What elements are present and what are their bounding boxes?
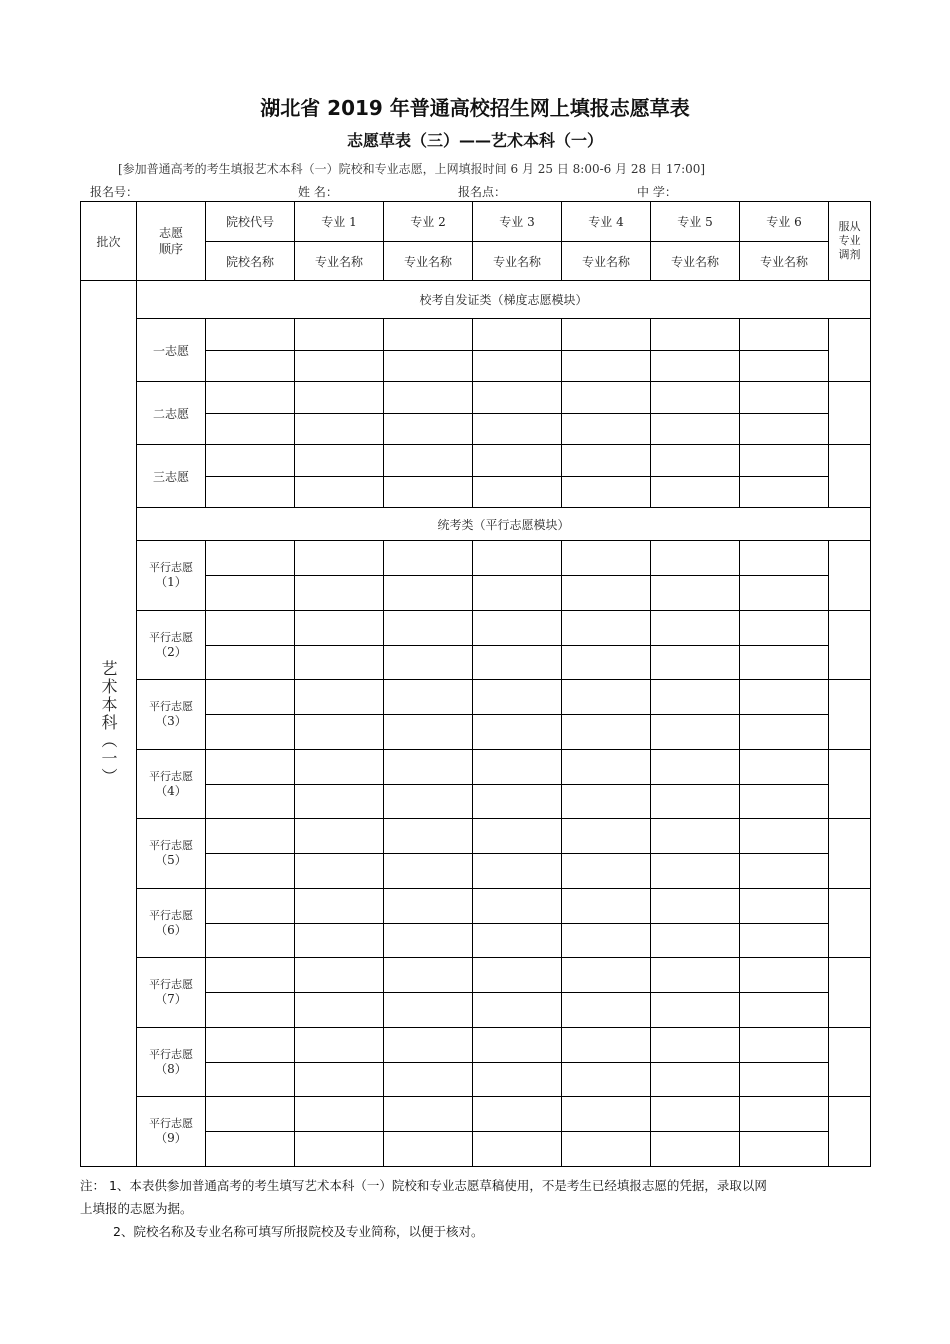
entry-cell[interactable] <box>384 680 473 715</box>
entry-cell[interactable] <box>473 351 562 382</box>
parallel-label-number: （6） <box>155 922 187 937</box>
entry-cell[interactable] <box>384 382 473 414</box>
entry-cell[interactable] <box>651 749 740 784</box>
major-6-header: 专业 6 <box>740 202 829 242</box>
entry-cell[interactable] <box>206 576 295 611</box>
adjust-cell[interactable] <box>829 819 871 889</box>
parallel-label-text: 平行志愿 <box>149 1117 193 1131</box>
entry-cell[interactable] <box>384 854 473 889</box>
entry-cell[interactable] <box>740 680 829 715</box>
entry-cell[interactable] <box>562 351 651 382</box>
adjust-cell[interactable] <box>829 541 871 611</box>
adjust-cell[interactable] <box>829 1027 871 1097</box>
entry-cell[interactable] <box>473 888 562 923</box>
parallel-choice-label <box>137 541 206 611</box>
entry-cell[interactable] <box>562 319 651 351</box>
instruction-text: [参加普通高考的考生填报艺术本科（一）院校和专业志愿，上网填报时间 6 月 25 日 8:00-6 月 28 日 17:00] <box>118 162 706 176</box>
page-subtitle: 志愿草表（三）——艺术本科（一） <box>346 131 603 150</box>
entry-cell[interactable] <box>384 319 473 351</box>
entry-cell[interactable] <box>740 610 829 645</box>
entry-cell[interactable] <box>295 351 384 382</box>
entry-cell[interactable] <box>206 993 295 1028</box>
entry-cell[interactable] <box>295 1132 384 1167</box>
entry-cell[interactable] <box>295 477 384 508</box>
entry-cell[interactable] <box>651 445 740 477</box>
entry-cell[interactable] <box>295 749 384 784</box>
entry-cell[interactable] <box>384 715 473 750</box>
entry-cell[interactable] <box>562 1132 651 1167</box>
entry-cell[interactable] <box>651 382 740 414</box>
choice-label: 一志愿 <box>137 319 206 382</box>
entry-cell[interactable] <box>473 645 562 680</box>
entry-cell[interactable] <box>473 319 562 351</box>
parallel-label-number: （1） <box>155 575 187 590</box>
entry-cell[interactable] <box>295 1062 384 1097</box>
entry-cell[interactable] <box>651 854 740 889</box>
parallel-choice-label <box>137 1097 206 1167</box>
entry-cell[interactable] <box>562 749 651 784</box>
entry-cell[interactable] <box>295 382 384 414</box>
parallel-choice-label <box>137 610 206 680</box>
entry-cell[interactable] <box>740 382 829 414</box>
entry-cell[interactable] <box>562 610 651 645</box>
school-name-header: 院校名称 <box>206 242 295 281</box>
entry-cell[interactable] <box>651 819 740 854</box>
entry-cell[interactable] <box>562 477 651 508</box>
entry-cell[interactable] <box>562 541 651 576</box>
entry-cell[interactable] <box>473 1027 562 1062</box>
entry-cell[interactable] <box>384 351 473 382</box>
note-line-2: 上填报的志愿为据。 <box>80 1201 193 1216</box>
section-gradient-title: 校考自发证类（梯度志愿模块） <box>137 281 871 319</box>
entry-cell[interactable] <box>473 1062 562 1097</box>
entry-cell[interactable] <box>473 749 562 784</box>
entry-cell[interactable] <box>562 958 651 993</box>
entry-cell[interactable] <box>740 351 829 382</box>
entry-cell[interactable] <box>206 645 295 680</box>
entry-cell[interactable] <box>295 715 384 750</box>
entry-cell[interactable] <box>295 819 384 854</box>
major-1-header: 专业 1 <box>295 202 384 242</box>
entry-cell[interactable] <box>295 610 384 645</box>
major-name-header: 专业名称 <box>740 242 829 281</box>
entry-cell[interactable] <box>651 610 740 645</box>
entry-cell[interactable] <box>206 351 295 382</box>
parallel-label-number: （4） <box>155 783 187 798</box>
entry-cell[interactable] <box>206 1027 295 1062</box>
entry-cell[interactable] <box>651 1062 740 1097</box>
parallel-label-text: 平行志愿 <box>149 1047 193 1061</box>
entry-cell[interactable] <box>473 610 562 645</box>
entry-cell[interactable] <box>740 819 829 854</box>
entry-cell[interactable] <box>562 680 651 715</box>
entry-cell[interactable] <box>651 680 740 715</box>
adjust-cell[interactable] <box>829 610 871 680</box>
entry-cell[interactable] <box>206 715 295 750</box>
parallel-choice-label <box>137 1027 206 1097</box>
entry-cell[interactable] <box>562 819 651 854</box>
parallel-choice-label <box>137 749 206 819</box>
entry-cell[interactable] <box>384 1097 473 1132</box>
entry-cell[interactable] <box>473 541 562 576</box>
parallel-label-text: 平行志愿 <box>149 839 193 853</box>
entry-cell[interactable] <box>384 923 473 958</box>
batch-header: 批次 <box>81 202 137 281</box>
entry-cell[interactable] <box>206 958 295 993</box>
batch-label: 艺术本科（一） <box>81 281 137 1167</box>
adjust-cell[interactable] <box>829 958 871 1028</box>
entry-cell[interactable] <box>206 1132 295 1167</box>
entry-cell[interactable] <box>562 993 651 1028</box>
entry-cell[interactable] <box>473 1132 562 1167</box>
entry-cell[interactable] <box>473 923 562 958</box>
entry-cell[interactable] <box>295 784 384 819</box>
entry-cell[interactable] <box>651 1097 740 1132</box>
school-code-header: 院校代号 <box>206 202 295 242</box>
entry-cell[interactable] <box>384 610 473 645</box>
entry-cell[interactable] <box>473 1097 562 1132</box>
entry-cell[interactable] <box>651 645 740 680</box>
entry-cell[interactable] <box>384 414 473 445</box>
entry-cell[interactable] <box>206 784 295 819</box>
adjust-cell[interactable] <box>829 749 871 819</box>
entry-cell[interactable] <box>206 610 295 645</box>
entry-cell[interactable] <box>473 576 562 611</box>
entry-cell[interactable] <box>740 445 829 477</box>
entry-cell[interactable] <box>473 819 562 854</box>
entry-cell[interactable] <box>651 414 740 445</box>
site-label: 报名点： <box>458 185 507 199</box>
entry-cell[interactable] <box>384 1132 473 1167</box>
entry-cell[interactable] <box>295 958 384 993</box>
entry-cell[interactable] <box>206 819 295 854</box>
entry-cell[interactable] <box>740 958 829 993</box>
entry-cell[interactable] <box>651 923 740 958</box>
parallel-label-text: 平行志愿 <box>149 630 193 644</box>
entry-cell[interactable] <box>473 680 562 715</box>
major-4-header: 专业 4 <box>562 202 651 242</box>
parallel-label-number: （8） <box>155 1061 187 1076</box>
entry-cell[interactable] <box>206 1062 295 1097</box>
entry-cell[interactable] <box>651 1132 740 1167</box>
major-name-header: 专业名称 <box>295 242 384 281</box>
entry-cell[interactable] <box>473 382 562 414</box>
entry-cell[interactable] <box>562 576 651 611</box>
entry-cell[interactable] <box>473 784 562 819</box>
school-label: 中 学： <box>637 185 677 199</box>
entry-cell[interactable] <box>562 715 651 750</box>
entry-cell[interactable] <box>740 749 829 784</box>
entry-cell[interactable] <box>295 993 384 1028</box>
parallel-label-number: （7） <box>155 992 187 1007</box>
parallel-choice-label <box>137 680 206 750</box>
entry-cell[interactable] <box>473 414 562 445</box>
entry-cell[interactable] <box>384 541 473 576</box>
entry-cell[interactable] <box>295 319 384 351</box>
major-name-header: 专业名称 <box>562 242 651 281</box>
choice-label: 二志愿 <box>137 382 206 445</box>
entry-cell[interactable] <box>740 319 829 351</box>
adjust-cell[interactable] <box>829 382 871 445</box>
entry-cell[interactable] <box>562 1062 651 1097</box>
entry-cell[interactable] <box>384 993 473 1028</box>
entry-cell[interactable] <box>206 414 295 445</box>
note-line-1: 注： 1、本表供参加普通高考的考生填写艺术本科（一）院校和专业志愿草稿使用，不是考生已经填报志愿的凭据，录取以网 <box>80 1178 767 1193</box>
entry-cell[interactable] <box>384 749 473 784</box>
adjust-cell[interactable] <box>829 1097 871 1167</box>
reg-no-label: 报名号： <box>90 185 139 199</box>
entry-cell[interactable] <box>206 382 295 414</box>
major-3-header: 专业 3 <box>473 202 562 242</box>
entry-cell[interactable] <box>651 541 740 576</box>
entry-cell[interactable] <box>295 1027 384 1062</box>
entry-cell[interactable] <box>384 819 473 854</box>
parallel-label-text: 平行志愿 <box>149 978 193 992</box>
entry-cell[interactable] <box>562 645 651 680</box>
entry-cell[interactable] <box>384 645 473 680</box>
entry-cell[interactable] <box>295 445 384 477</box>
entry-cell[interactable] <box>206 888 295 923</box>
entry-cell[interactable] <box>473 715 562 750</box>
entry-cell[interactable] <box>740 923 829 958</box>
entry-cell[interactable] <box>740 784 829 819</box>
entry-cell[interactable] <box>384 1062 473 1097</box>
entry-cell[interactable] <box>562 382 651 414</box>
entry-cell[interactable] <box>295 680 384 715</box>
entry-cell[interactable] <box>651 993 740 1028</box>
entry-cell[interactable] <box>740 854 829 889</box>
entry-cell[interactable] <box>295 645 384 680</box>
entry-cell[interactable] <box>206 1097 295 1132</box>
entry-cell[interactable] <box>206 319 295 351</box>
entry-cell[interactable] <box>562 888 651 923</box>
entry-cell[interactable] <box>295 923 384 958</box>
entry-cell[interactable] <box>473 854 562 889</box>
application-form-table <box>80 201 871 1167</box>
parallel-choice-label <box>137 958 206 1028</box>
parallel-choice-label <box>137 888 206 958</box>
parallel-label-text: 平行志愿 <box>149 769 193 783</box>
entry-cell[interactable] <box>651 715 740 750</box>
entry-cell[interactable] <box>651 958 740 993</box>
entry-cell[interactable] <box>206 541 295 576</box>
adjust-cell[interactable] <box>829 888 871 958</box>
choice-label: 三志愿 <box>137 445 206 508</box>
entry-cell[interactable] <box>562 923 651 958</box>
entry-cell[interactable] <box>562 1097 651 1132</box>
parallel-label-text: 平行志愿 <box>149 908 193 922</box>
entry-cell[interactable] <box>562 414 651 445</box>
entry-cell[interactable] <box>384 958 473 993</box>
major-name-header: 专业名称 <box>651 242 740 281</box>
entry-cell[interactable] <box>206 477 295 508</box>
entry-cell[interactable] <box>384 445 473 477</box>
entry-cell[interactable] <box>206 445 295 477</box>
adjust-cell[interactable] <box>829 445 871 508</box>
entry-cell[interactable] <box>384 576 473 611</box>
entry-cell[interactable] <box>562 784 651 819</box>
parallel-label-number: （5） <box>155 853 187 868</box>
entry-cell[interactable] <box>740 1062 829 1097</box>
entry-cell[interactable] <box>295 576 384 611</box>
adjust-header: 服从 专业 调剂 <box>829 202 871 281</box>
entry-cell[interactable] <box>473 445 562 477</box>
entry-cell[interactable] <box>384 1027 473 1062</box>
parallel-label-number: （2） <box>155 644 187 659</box>
order-header: 志愿 顺序 <box>137 202 206 281</box>
entry-cell[interactable] <box>651 784 740 819</box>
entry-cell[interactable] <box>473 993 562 1028</box>
entry-cell[interactable] <box>740 715 829 750</box>
parallel-label-text: 平行志愿 <box>149 700 193 714</box>
entry-cell[interactable] <box>740 888 829 923</box>
entry-cell[interactable] <box>651 1027 740 1062</box>
entry-cell[interactable] <box>651 351 740 382</box>
entry-cell[interactable] <box>740 645 829 680</box>
entry-cell[interactable] <box>473 958 562 993</box>
parallel-label-number: （3） <box>155 714 187 729</box>
adjust-cell[interactable] <box>829 680 871 750</box>
parallel-label-text: 平行志愿 <box>149 561 193 575</box>
entry-cell[interactable] <box>562 1027 651 1062</box>
parallel-label-number: （9） <box>155 1131 187 1146</box>
entry-cell[interactable] <box>473 477 562 508</box>
section-parallel-title: 统考类（平行志愿模块） <box>137 508 871 541</box>
entry-cell[interactable] <box>295 1097 384 1132</box>
major-name-header: 专业名称 <box>384 242 473 281</box>
entry-cell[interactable] <box>295 854 384 889</box>
entry-cell[interactable] <box>740 1027 829 1062</box>
note-line-3: 2、院校名称及专业名称可填写所报院校及专业简称，以便于核对。 <box>113 1224 484 1239</box>
entry-cell[interactable] <box>206 749 295 784</box>
major-5-header: 专业 5 <box>651 202 740 242</box>
entry-cell[interactable] <box>651 888 740 923</box>
entry-cell[interactable] <box>740 414 829 445</box>
entry-cell[interactable] <box>562 854 651 889</box>
entry-cell[interactable] <box>562 445 651 477</box>
entry-cell[interactable] <box>295 541 384 576</box>
entry-cell[interactable] <box>206 680 295 715</box>
major-2-header: 专业 2 <box>384 202 473 242</box>
entry-cell[interactable] <box>740 1132 829 1167</box>
page-title: 湖北省 2019 年普通高校招生网上填报志愿草表 <box>260 96 690 120</box>
entry-cell[interactable] <box>295 414 384 445</box>
entry-cell[interactable] <box>206 854 295 889</box>
entry-cell[interactable] <box>740 477 829 508</box>
entry-cell[interactable] <box>651 576 740 611</box>
entry-cell[interactable] <box>206 923 295 958</box>
entry-cell[interactable] <box>740 576 829 611</box>
entry-cell[interactable] <box>740 1097 829 1132</box>
entry-cell[interactable] <box>651 319 740 351</box>
entry-cell[interactable] <box>384 477 473 508</box>
entry-cell[interactable] <box>740 541 829 576</box>
entry-cell[interactable] <box>651 477 740 508</box>
parallel-choice-label <box>137 819 206 889</box>
adjust-cell[interactable] <box>829 319 871 382</box>
major-name-header: 专业名称 <box>473 242 562 281</box>
entry-cell[interactable] <box>384 888 473 923</box>
entry-cell[interactable] <box>295 888 384 923</box>
entry-cell[interactable] <box>384 784 473 819</box>
name-label: 姓 名： <box>298 185 338 199</box>
entry-cell[interactable] <box>740 993 829 1028</box>
